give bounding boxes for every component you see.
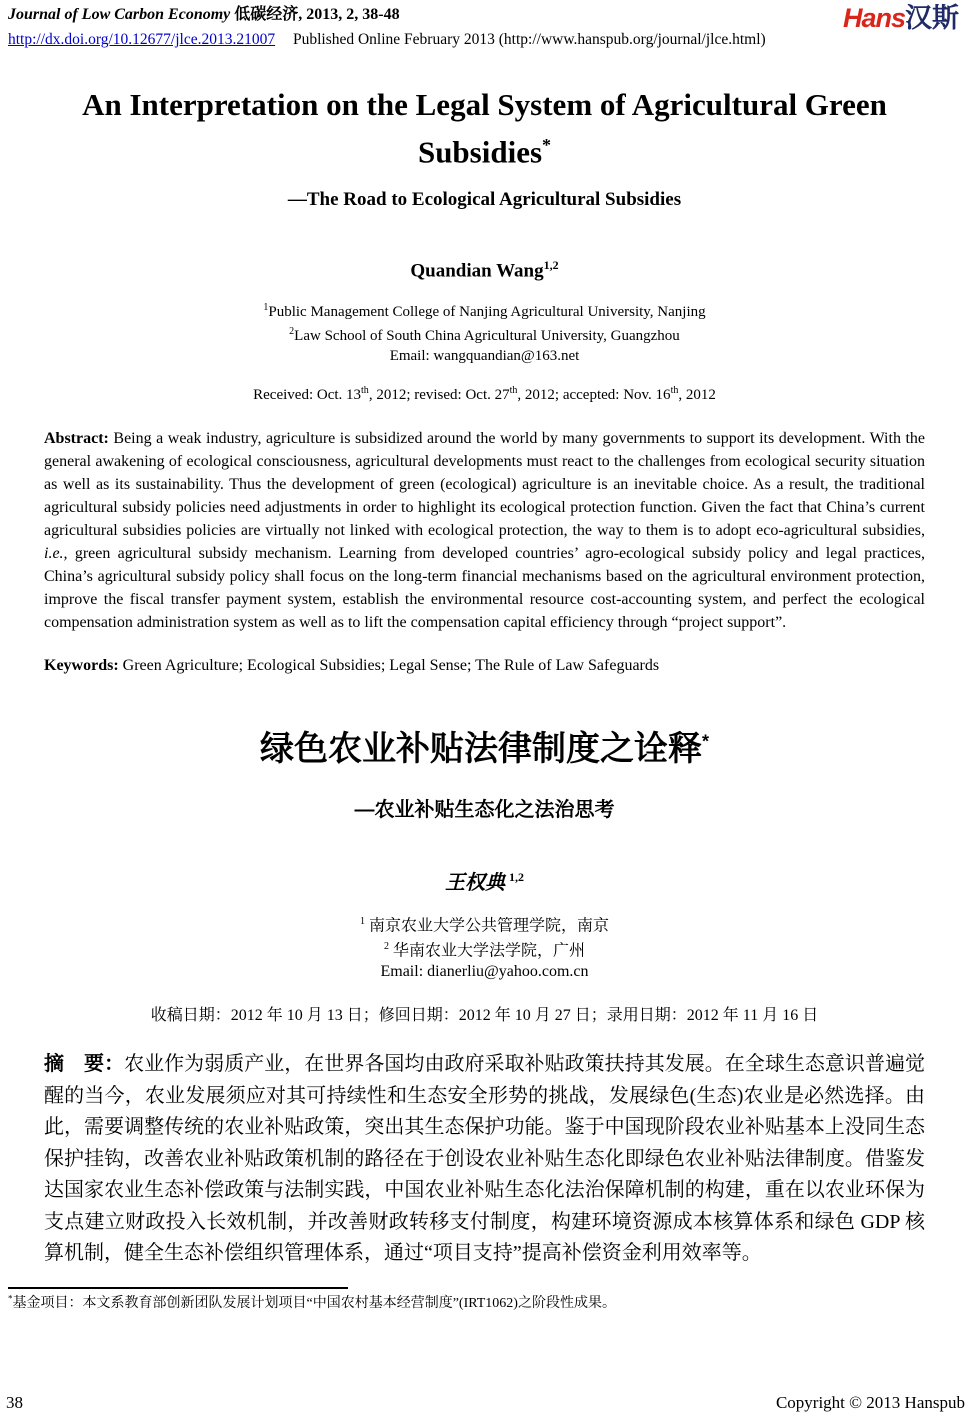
- hanspub-logo: [843, 5, 961, 32]
- author-cn-marker: 1,2: [509, 870, 524, 884]
- keywords-en-label: Keywords:: [44, 656, 119, 674]
- affiliation-2-en-marker: 2: [289, 325, 295, 337]
- journal-issue-info: , 2013, 2, 38-48: [298, 6, 400, 23]
- received-en-p3: , 2012; accepted: Nov. 16: [517, 386, 671, 403]
- received-en-p2: , 2012; revised: Oct. 27: [368, 386, 510, 403]
- doi-line: [8, 30, 766, 50]
- hanspub-logo-hanzi: 汉斯: [905, 3, 959, 33]
- affiliations-cn: [8, 911, 961, 983]
- abstract-en: [44, 427, 925, 634]
- author-en: [8, 258, 961, 282]
- journal-line: [8, 5, 766, 25]
- received-line-cn: 收稿日期：2012 年 10 月 13 日；修回日期：2012 年 10 月 27 日；录用日期：2012 年 11 月 16 日: [150, 1007, 819, 1025]
- received-line-en: [8, 385, 961, 404]
- footnote-text: 基金项目：本文系教育部创新团队发展计划项目“中国农村基本经营制度”(IRT1062)之阶段性成果。: [12, 1295, 616, 1311]
- affiliation-1-cn-text: 南京农业大学公共管理学院，南京: [364, 916, 609, 934]
- abstract-en-label: Abstract:: [44, 429, 109, 447]
- affiliation-2-cn-text: 华南农业大学法学院，广州: [388, 942, 585, 960]
- paper-title-en-asterisk: *: [542, 135, 552, 155]
- email-cn: Email: dianerliu@yahoo.com.cn: [380, 963, 589, 981]
- affiliation-2-en: [8, 322, 961, 346]
- footnote-line: [8, 1292, 961, 1312]
- received-en-sup2: th: [509, 384, 518, 396]
- affiliation-1-cn: [8, 911, 961, 936]
- affiliation-2-en-text: Law School of South China Agricultural University, Guangzhou: [294, 327, 680, 344]
- journal-header-left: [8, 5, 766, 50]
- author-cn-name: 王权典: [445, 871, 505, 894]
- paper-title-cn-asterisk: *: [701, 731, 709, 752]
- affiliation-1-en-text: Public Management College of Nanjing Agricultural University, Nanjing: [268, 303, 706, 320]
- journal-title: Journal of Low Carbon Economy: [8, 6, 231, 23]
- page-footer: [6, 1393, 965, 1413]
- hanspub-logo-hans: Hans: [842, 3, 905, 33]
- affiliation-1-en-marker: 1: [263, 301, 269, 313]
- paper-subtitle-en: —The Road to Ecological Agricultural Subsidies: [287, 189, 682, 211]
- footnote: [8, 1287, 961, 1312]
- footnote-marker: *: [8, 1293, 13, 1304]
- abstract-cn-text: 农业作为弱质产业，在世界各国均由政府采取补贴政策扶持其发展。在全球生态意识普遍觉醒的当今，农业发展须应对其可持续性和生态安全形势的挑战，发展绿色(生态)农业是必然选择。由此，需要调整传统的农业补贴政策，突出其生态保护功能。鉴于中国现阶段农业补贴基本上没同生态保护挂钩，改善农业补贴政策机制的路径在于创设农业补贴生态化即绿色农业补贴法律制度。借鉴发达国家农业生态补偿政策与法制实践，中国农业补贴生态化法治保障机制的构建，重在以农业环保为支点建立财政投入长效机制，并改善财政转移支付制度，构建环境资源成本核算体系和绿色 GDP 核算机制，健全生态补偿组织管理体系，通过“项目支持”提高补偿资金利用效率等。: [44, 1053, 926, 1265]
- affiliations-en: [8, 298, 961, 366]
- keywords-en-text: Green Agriculture; Ecological Subsidies; Legal Sense; The Rule of Law Safeguards: [122, 656, 660, 674]
- affiliation-1-cn-marker: 1: [359, 915, 365, 927]
- abstract-en-part1: Being a weak industry, agriculture is subsidized around the world by many governments to support its development. With the general awakening of ecological consciousness, agricultural developments must react to the challenges from ecological security situation as well as its sustainability. Thus the development of green (ecological) agriculture is an inevitable choice. As a result, the traditional agricultural subsidy policies need adjustments in order to highlight its ecological protection function. Given the fact that China’s current agricultural subsidies policies are virtually not linked with ecological protection, the way to them is to adopt eco-agricultural subsidies,: [44, 429, 926, 539]
- paper-title-en-text: An Interpretation on the Legal System of Agricultural Green Subsidies: [82, 87, 887, 170]
- paper-title-en: [38, 84, 931, 172]
- received-en-p4: , 2012: [678, 386, 716, 403]
- copyright: Copyright © 2013 Hanspub: [775, 1393, 965, 1412]
- abstract-cn-label: 摘 要：: [44, 1053, 125, 1076]
- paper-subtitle-cn: —农业补贴生态化之法治思考: [354, 798, 615, 821]
- journal-header: [8, 5, 961, 50]
- page-number: 38: [6, 1393, 23, 1412]
- published-info: Published Online February 2013 (http://www.hanspub.org/journal/jlce.html): [292, 31, 766, 48]
- paper-title-cn: [8, 721, 961, 770]
- affiliation-1-en: [8, 298, 961, 322]
- affiliation-2-cn: [8, 936, 961, 961]
- email-en: Email: wangquandian@163.net: [389, 347, 580, 364]
- journal-title-cn: 低碳经济: [234, 6, 299, 23]
- affiliation-2-cn-marker: 2: [383, 940, 389, 952]
- author-en-name: Quandian Wang: [410, 260, 544, 282]
- abstract-en-part2: green agricultural subsidy mechanism. Learning from developed countries’ agro-ecological subsidy policy and legal practices, China’s agricultural subsidy policy shall focus on the long-term financial mechanisms based on the agricultural environment protection, improve the fiscal transfer payment system, establish the environmental resource cost-accounting system, and perfect the ecological compensation administration system as well as to lift the compensation capital efficiency through “project support”.: [44, 544, 926, 631]
- received-en-sup1: th: [361, 384, 369, 396]
- keywords-en: [44, 657, 925, 675]
- received-en-sup3: th: [670, 384, 679, 396]
- footnote-rule: [8, 1287, 348, 1289]
- author-en-marker: 1,2: [543, 258, 559, 273]
- author-cn: [8, 866, 961, 895]
- received-en-p1: Received: Oct. 13: [253, 386, 362, 403]
- paper-title-cn-text: 绿色农业补贴法律制度之诠释: [259, 729, 702, 768]
- abstract-cn: [44, 1049, 925, 1270]
- doi-link[interactable]: http://dx.doi.org/10.12677/jlce.2013.21007: [8, 31, 276, 48]
- abstract-en-ie: i.e.,: [44, 544, 68, 562]
